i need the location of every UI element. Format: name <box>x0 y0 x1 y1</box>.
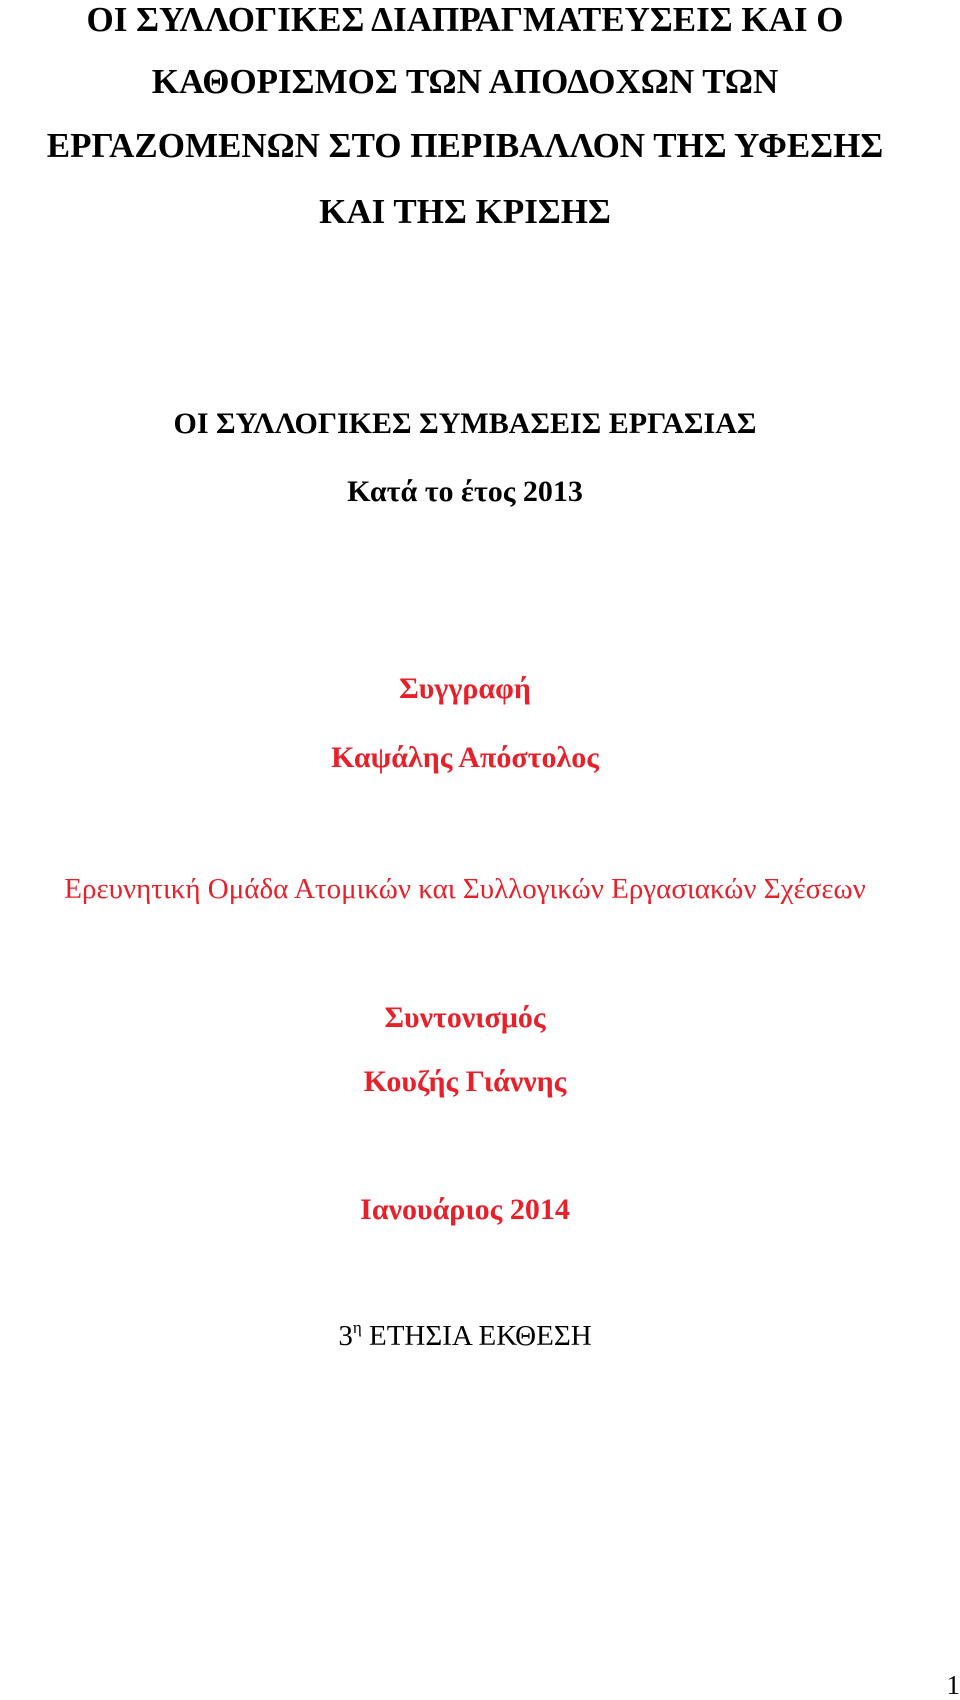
subtitle-line-1: ΟΙ ΣΥΛΛΟΓΙΚΕΣ ΣΥΜΒΑΣΕΙΣ ΕΡΓΑΣΙΑΣ <box>173 407 757 440</box>
page-number: 1 <box>946 1670 960 1700</box>
publication-date: Ιανουάριος 2014 <box>360 1193 570 1226</box>
coordination-label: Συντονισμός <box>384 1001 546 1034</box>
title-line-4: ΚΑΙ ΤΗΣ ΚΡΙΣΗΣ <box>319 192 611 231</box>
authorship-label: Συγγραφή <box>399 672 531 705</box>
report-title: ΕΤΗΣΙΑ ΕΚΘΕΣΗ <box>369 1320 592 1352</box>
author-name: Καψάλης Απόστολος <box>331 741 599 774</box>
research-team: Ερευνητική Ομάδα Ατομικών και Συλλογικών Εργασιακών Σχέσεων <box>64 873 866 905</box>
subtitle-year: Κατά το έτος 2013 <box>347 475 583 508</box>
report-ordinal-suffix: η <box>352 1318 362 1337</box>
coordinator-name: Κουζής Γιάννης <box>363 1065 567 1098</box>
report-number: 3 <box>338 1320 353 1352</box>
title-line-3: ΕΡΓΑΖΟΜΕΝΩΝ ΣΤΟ ΠΕΡΙΒΑΛΛΟΝ ΤΗΣ ΥΦΕΣΗΣ <box>46 126 884 165</box>
title-line-2: ΚΑΘΟΡΙΣΜΟΣ ΤΩΝ ΑΠΟΔΟΧΩΝ ΤΩΝ <box>151 62 779 101</box>
annual-report-label <box>0 1318 930 1354</box>
title-line-1: ΟΙ ΣΥΛΛΟΓΙΚΕΣ ΔΙΑΠΡΑΓΜΑΤΕΥΣΕΙΣ ΚΑΙ Ο <box>86 0 844 39</box>
